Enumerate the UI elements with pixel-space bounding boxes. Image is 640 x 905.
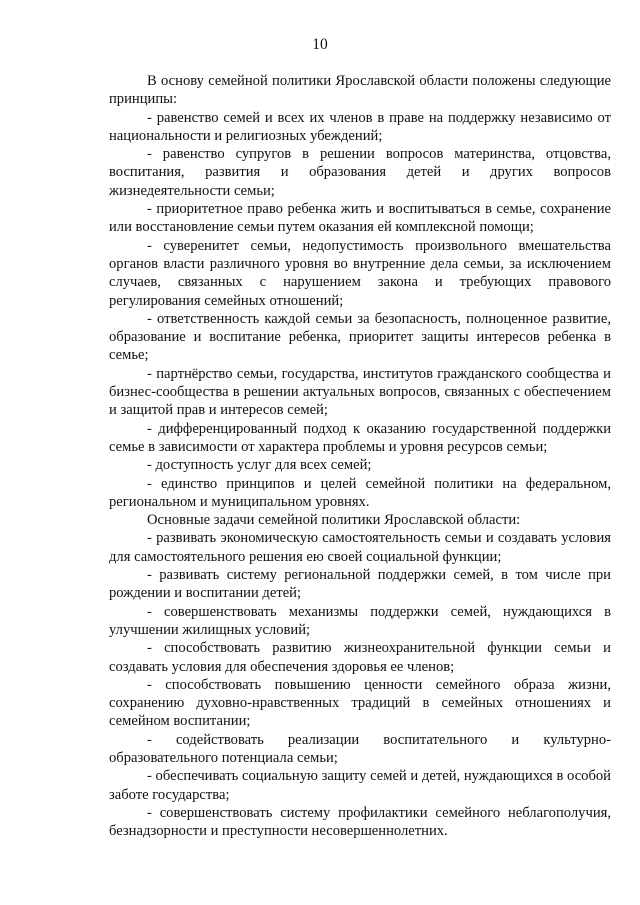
principle-differentiated-approach: - дифференцированный подход к оказанию государственной поддержки семье в зависимости от характера проблемы и уровня ресурсов семьи; [109,420,611,455]
task-health-function: - способствовать развитию жизнеохранительной функции семьи и создавать условия для обеспечения здоровья ее членов; [109,640,611,675]
principle-equality-of-spouses: - равенство супругов в решении вопросов материнства, отцовства, воспитания, развития и образования детей и других вопросов жизнедеятельности семьи; [109,146,611,199]
paragraph-intro-tasks: Основные задачи семейной политики Ярославской области: [147,512,521,529]
task-educational-potential: - содействовать реализации воспитательного и культурно-образовательного потенциала семьи; [109,731,611,766]
principle-family-sovereignty: - суверенитет семьи, недопустимость произвольного вмешательства органов власти различного уровня во внутренние дела семьи, за исключением случаев, связанных с нарушением закона и требующих правового регулирования семейных отношений; [109,237,611,309]
task-family-values: - способствовать повышению ценности семейного образа жизни, сохранению духовно-нравственных традиций в семейных отношениях и семейном воспитании; [109,676,611,730]
task-economic-independence: - развивать экономическую самостоятельность семьи и создавать условия для самостоятельного решения ею своей социальной функции; [109,530,611,565]
principle-child-right-to-family: - приоритетное право ребенка жить и воспитываться в семье, сохранение или восстановление семьи путем оказания ей комплексной помощи; [109,201,611,236]
document-body [109,72,611,840]
page-number: 10 [312,36,328,53]
task-prevention: - совершенствовать систему профилактики семейного неблагополучия, безнадзорности и преступности несовершеннолетних. [109,804,611,840]
principle-equality-of-families: - равенство семей и всех их членов в праве на поддержку независимо от национальности и религиозных убеждений; [109,109,611,144]
principle-partnership: - партнёрство семьи, государства, институтов гражданского сообщества и бизнес-сообщества в решении актуальных вопросов, связанных с обеспечением и защитой прав и интересов семей; [109,365,611,419]
principle-family-responsibility: - ответственность каждой семьи за безопасность, полноценное развитие, образование и воспитание ребенка, приоритет защиты интересов ребенка в семье; [109,310,611,364]
task-regional-support: - развивать систему региональной поддержки семей, в том числе при рождении и воспитании детей; [109,567,611,602]
task-housing-support: - совершенствовать механизмы поддержки семей, нуждающихся в улучшении жилищных условий; [109,603,611,638]
principle-unity: - единство принципов и целей семейной политики на федеральном, региональном и муниципальном уровнях. [109,475,611,510]
principle-accessibility: - доступность услуг для всех семей; [147,457,372,474]
paragraph-intro-principles: В основу семейной политики Ярославской области положены следующие принципы: [109,73,611,108]
task-social-protection: - обеспечивать социальную защиту семей и детей, нуждающихся в особой заботе государства; [109,768,611,803]
